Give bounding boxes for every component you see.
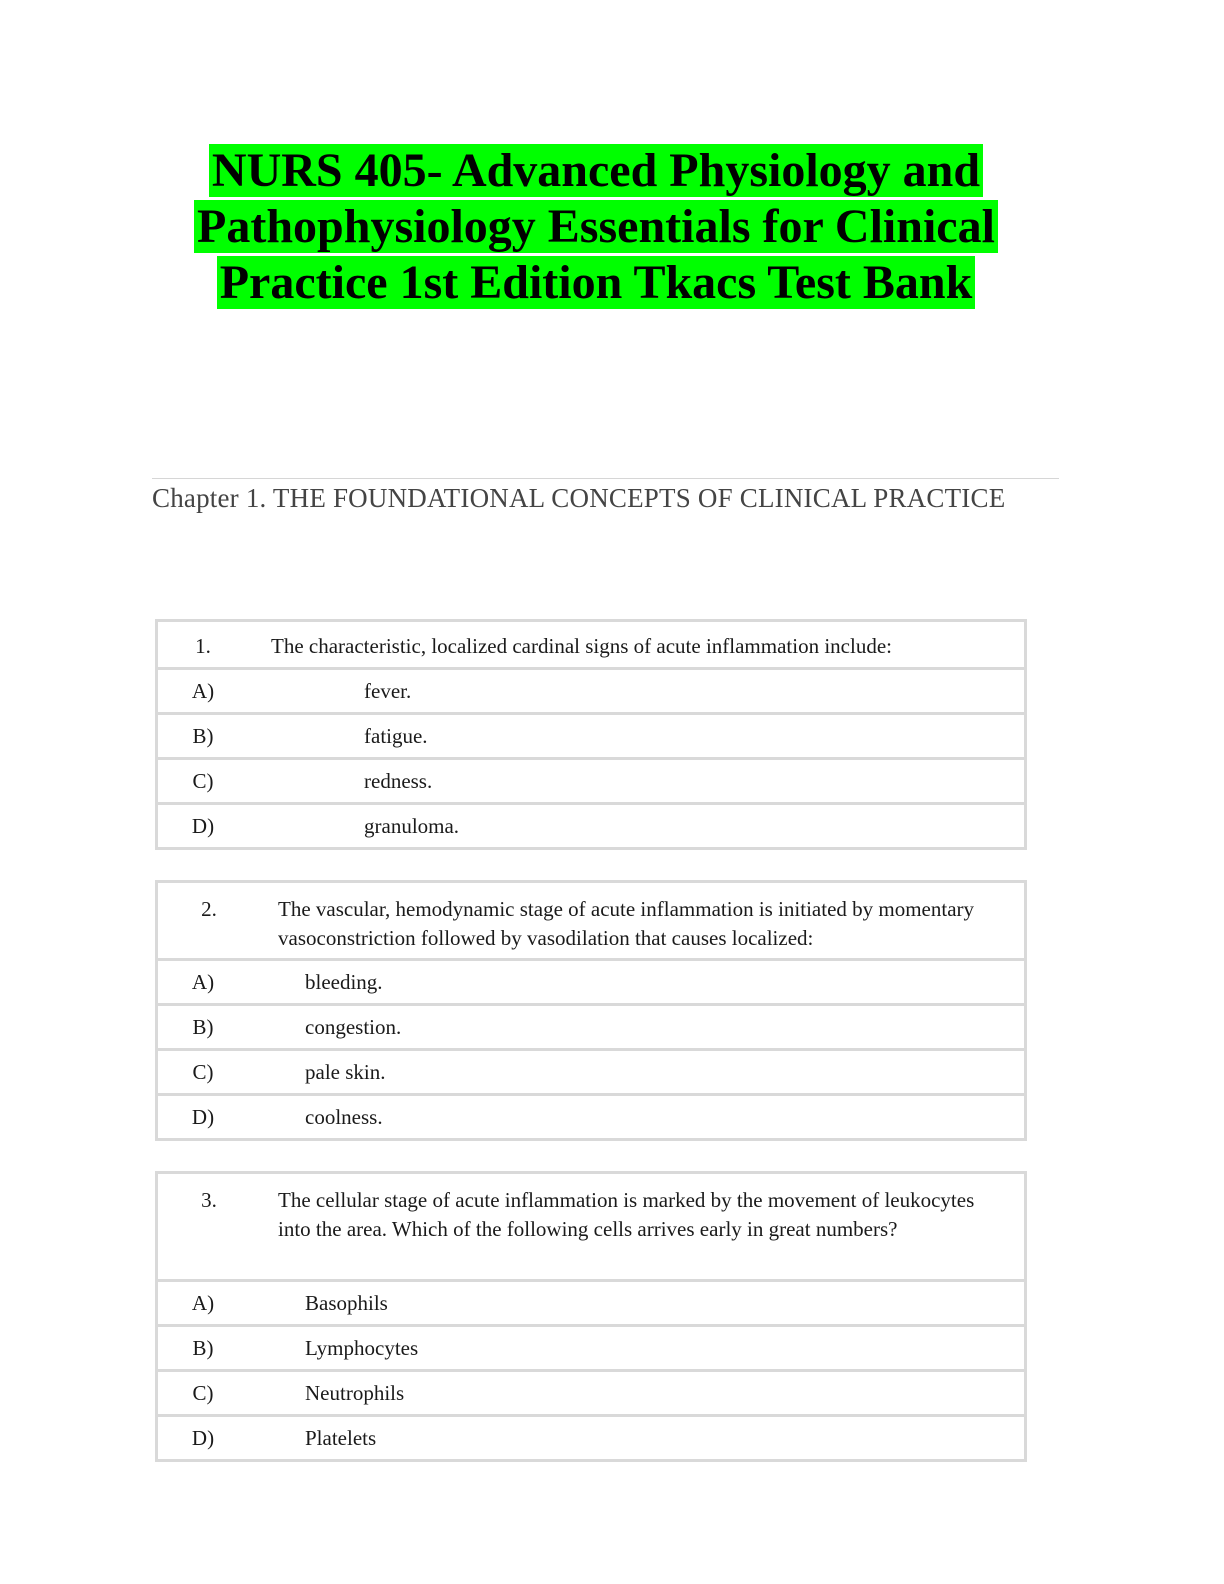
option-text: granuloma. <box>364 813 460 838</box>
answer-row <box>158 757 1024 802</box>
answer-row <box>158 1279 1024 1324</box>
title-line: Practice 1st Edition Tkacs Test Bank <box>217 256 976 309</box>
option-letter: A) <box>191 678 215 703</box>
option-text: Neutrophils <box>305 1380 405 1405</box>
answer-row <box>158 667 1024 712</box>
option-letter: C) <box>192 1059 214 1084</box>
question-number: 1. <box>195 634 211 658</box>
title-line: NURS 405- Advanced Physiology and <box>209 144 983 197</box>
option-letter: A) <box>191 969 215 994</box>
option-letter: D) <box>191 1104 215 1129</box>
answer-row <box>158 1369 1024 1414</box>
answer-row <box>158 958 1024 1003</box>
question-number: 3. <box>201 1188 217 1212</box>
option-text: coolness. <box>305 1104 383 1129</box>
option-text: fatigue. <box>364 723 428 748</box>
option-text: Basophils <box>305 1290 388 1315</box>
option-text: fever. <box>364 678 412 703</box>
answer-row <box>158 1324 1024 1369</box>
question-number: 2. <box>201 897 217 921</box>
option-letter: C) <box>192 768 214 793</box>
option-letter: A) <box>191 1290 215 1315</box>
answer-row <box>158 1414 1024 1459</box>
question-row <box>158 622 1024 667</box>
option-letter: C) <box>192 1380 214 1405</box>
horizontal-divider <box>152 478 1059 479</box>
answer-row <box>158 1093 1024 1138</box>
option-text: redness. <box>364 768 433 793</box>
title-line: Pathophysiology Essentials for Clinical <box>194 200 998 253</box>
option-text: pale skin. <box>305 1059 386 1084</box>
answer-row <box>158 802 1024 847</box>
answer-row <box>158 1003 1024 1048</box>
question-table-3 <box>155 1171 1027 1462</box>
document-title <box>150 143 1042 311</box>
question-row <box>158 883 1024 958</box>
option-letter: D) <box>191 1425 215 1450</box>
option-text: Platelets <box>305 1425 377 1450</box>
option-letter: B) <box>192 723 214 748</box>
chapter-heading: Chapter 1. THE FOUNDATIONAL CONCEPTS OF CLINICAL PRACTICE <box>152 483 1006 513</box>
question-row <box>158 1174 1024 1279</box>
answer-row <box>158 712 1024 757</box>
option-text: bleeding. <box>305 969 383 994</box>
question-text: The cellular stage of acute inflammation is marked by the movement of leukocytes into the area. Which of the following cells arrives early in great numbers? <box>278 1188 975 1241</box>
question-text: The characteristic, localized cardinal signs of acute inflammation include: <box>271 634 892 658</box>
answer-row <box>158 1048 1024 1093</box>
option-letter: B) <box>192 1335 214 1360</box>
option-text: Lymphocytes <box>305 1335 419 1360</box>
question-text: The vascular, hemodynamic stage of acute inflammation is initiated by momentary vasoconstriction followed by vasodilation that causes localized: <box>278 897 975 950</box>
option-text: congestion. <box>305 1014 402 1039</box>
question-table-1 <box>155 619 1027 850</box>
question-table-2 <box>155 880 1027 1141</box>
option-letter: D) <box>191 813 215 838</box>
option-letter: B) <box>192 1014 214 1039</box>
